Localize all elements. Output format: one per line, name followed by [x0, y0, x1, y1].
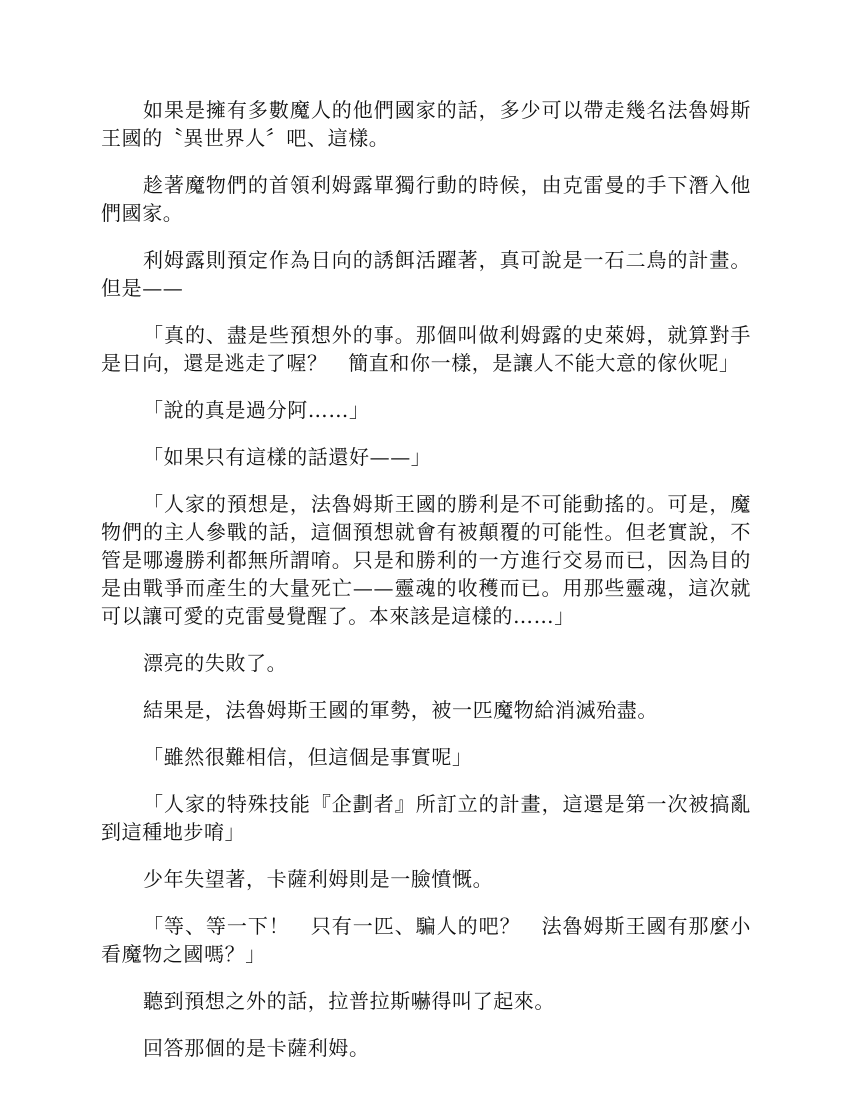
- paragraph: 回答那個的是卡薩利姆。: [143, 1036, 370, 1060]
- paragraph: 「說的真是過分阿……」: [143, 398, 370, 422]
- paragraph: 趁著魔物們的首領利姆露單獨行動的時候，由克雷曼的手下潛入他們國家。: [101, 173, 751, 225]
- paragraph: 如果是擁有多數魔人的他們國家的話，多少可以帶走幾名法魯姆斯王國的〝異世界人〞吧、這樣。: [101, 98, 751, 150]
- paragraph: 利姆露則預定作為日向的誘餌活躍著，真可說是一石二鳥的計畫。但是——: [101, 248, 751, 300]
- document-page: [101, 96, 751, 1081]
- paragraph: 少年失望著，卡薩利姆則是一臉憤慨。: [143, 867, 494, 891]
- paragraph: 「雖然很難相信，但這個是事實呢」: [143, 745, 473, 769]
- paragraph: 「人家的特殊技能『企劃者』所訂立的計畫，這還是第一次被搞亂到這種地步唷」: [101, 792, 751, 844]
- paragraph: 「如果只有這樣的話還好——」: [143, 445, 432, 469]
- paragraph: 漂亮的失敗了。: [143, 651, 288, 675]
- paragraph: 結果是，法魯姆斯王國的軍勢，被一匹魔物給消滅殆盡。: [143, 698, 658, 722]
- paragraph: 聽到預想之外的話，拉普拉斯嚇得叫了起來。: [143, 989, 555, 1013]
- paragraph: 「真的、盡是些預想外的事。那個叫做利姆露的史萊姆，就算對手是日向，還是逃走了喔？ 簡直和你一樣，是讓人不能大意的傢伙呢」: [101, 323, 751, 375]
- paragraph: 「人家的預想是，法魯姆斯王國的勝利是不可能動搖的。可是，魔物們的主人參戰的話，這個預想就會有被顛覆的可能性。但老實說，不管是哪邊勝利都無所謂唷。只是和勝利的一方進行交易而已，因為目的是由戰爭而產生的大量死亡——靈魂的收穫而已。用那些靈魂，這次就可以讓可愛的克雷曼覺醒了。本來該是這樣的……」: [101, 492, 751, 628]
- paragraph: 「等、等一下！ 只有一匹、騙人的吧？ 法魯姆斯王國有那麼小看魔物之國嗎？」: [101, 914, 751, 966]
